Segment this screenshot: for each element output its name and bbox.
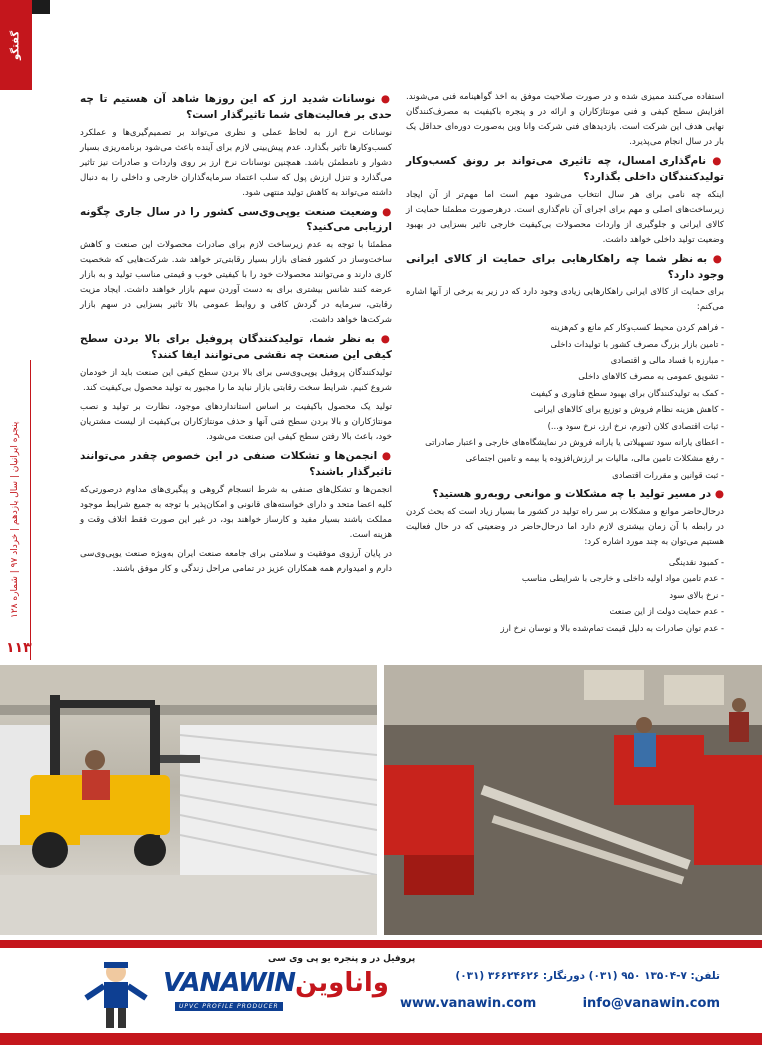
list-item: - کمبود نقدینگی (668, 557, 724, 568)
list-item: - تشویق عمومی به مصرف کالاهای داخلی (578, 371, 724, 382)
answer-paragraph: اینکه چه نامی برای هر سال انتخاب می‌شود مهم است اما مهم‌تر از آن ایجاد زیرساخت‌های اصلی و مهم برای اجرای آن نام‌گذاری است. درهرصورت مطمئنا حمایت از کالای ایرانی و جلوگیری از واردات محصولات بی‌کیفیت خارجی تاثیر بسزایی در بهبود وضعیت تولید داخلی خواهد داشت. (406, 189, 724, 245)
question-text: به نظر شما، تولیدکنندگان پروفیل برای بالا بردن سطح کیفی این صنعت چه نقشی می‌توانند ایفا کنند؟ (80, 333, 392, 362)
answer-paragraph: تولیدکنندگان پروفیل یوپی‌وی‌سی برای بالا بردن سطح کیفی این صنعت باید از خودمان شروع کنیم. شرایط سخت رقابتی بازار نباید ما را مجبور به تولید محصول بی‌کیفیت کند. (80, 367, 392, 393)
question-heading: ● به نظر شما چه راهکارهایی برای حمایت از کالای ایرانی وجود دارد؟ (406, 252, 725, 281)
left-column (80, 90, 392, 581)
logo-latin: VANAWIN (163, 968, 296, 998)
side-divider (30, 360, 31, 660)
answer-paragraph: انجمن‌ها و تشکل‌های صنفی به شرط انسجام گروهی و پیگیری‌های مداوم درصورتی‌که کلیه اعضا متحد و دارای خواسته‌های قانونی و امکان‌پذیر با توجه به جمیع شرایط موجود مملکت باشند بسیار مفید و کارساز خواهند بود، در غیر این صورت فقط اتلاف وقت و هزینه است. (80, 484, 392, 540)
vanawin-logo (155, 968, 389, 1012)
list-item: - مبارزه با فساد مالی و اقتصادی (610, 355, 724, 366)
issue-info: پنجره ایرانیان | سال یازدهم | خرداد ۹۷ | شماره ۱۲۸ (10, 421, 20, 619)
factory-illustration (384, 665, 762, 935)
list-item: - رفع مشکلات تامین مالی، مالیات بر ارزش‌افزوده یا بیمه و تامین اجتماعی (465, 453, 724, 464)
list-item: - کمک به تولیدکنندگان برای بهبود سطح فناوری و کیفیت (530, 387, 724, 398)
mascot-icon (84, 958, 148, 1030)
advertisement-banner (0, 940, 762, 1045)
ad-tagline: پروفیل در و پنجره یو پی وی سی (268, 954, 416, 964)
advertisement-body (0, 948, 762, 1033)
ad-website-link[interactable]: www.vanawin.com (400, 996, 537, 1011)
logo-subtitle: UPVC PROFILE PRODUCER (175, 1002, 283, 1011)
answer-paragraph: مطمئنا با توجه به عدم زیرساخت لازم برای صادرات محصولات این صنعت و کاهش ساخت‌وساز در کشور فضای بازار بسیار رقابتی‌تر خواهد شد. شرکت‌هایی که شخصیت کاری دارند و می‌توانند محصولات خود را با کیفیتی خوب و قیمتی مناسب تولید و به بازار عرضه کنند شانس بیشتری برای به دست آوردن سهم بازار خواهند داشت. ایجاد مزیت رقابتی، سرمایه در گردش کافی و روابط عمومی بالا تاثیر بسزایی در سهم بازار شرکت‌ها خواهد داشت. (80, 240, 392, 326)
section-tab-label: گفتگو (10, 30, 22, 60)
list-item: - نرخ بالای سود (669, 589, 724, 600)
intro-paragraph: استفاده می‌کنند ممیزی شده و در صورت صلاحیت موفق به اخذ گواهینامه فنی می‌شوند. افزایش سطح کیفی و فنی مونتاژکاران و ارائه در و پنجره باکیفیت به مصرف‌کنندگان نهایی هدف این شرکت است. بازدیدهای فنی شرکت وانا وین به‌صورت دوره‌ای حداقل یک بار در سال انجام می‌پذیرد. (406, 92, 724, 148)
list-item: - فراهم کردن محیط کسب‌وکار کم مانع و کم‌هزینه (550, 322, 724, 333)
section-tab (0, 0, 32, 90)
question-heading: ● در مسیر تولید با چه مشکلات و موانعی روبه‌رو هستید؟ (432, 488, 724, 501)
question-heading: ● نوسانات شدید ارز که این روزها شاهد آن هستیم تا چه حدی بر فعالیت‌های شما تاثیرگذار است؟ (80, 93, 392, 121)
logo-farsi: واناوین (295, 968, 389, 998)
question-text: انجمن‌ها و تشکلات صنفی در این خصوص چقدر می‌توانند تاثیرگذار باشند؟ (80, 450, 392, 478)
right-column (406, 90, 724, 640)
answer-paragraph: نوسانات نرخ ارز به لحاظ عملی و نظری می‌تواند بر تصمیم‌گیری‌ها و عملکرد کسب‌وکارها تاثیر بگذارد. عدم پیش‌بینی لازم برای آینده باعث می‌شود برنامه‌ریزی بسیار دشوار و نامطمئن باشد. همچنین نوسانات نرخ ارز بر روی واردات و صادرات نیز تاثیر می‌گذارد و تنزل ارزش پول که سلب اعتماد سرمایه‌گذاران خارجی و داخلی را به دنبال داشته می‌تواند به کاهش تولید منتهی شود. (80, 127, 392, 198)
forklift-illustration (0, 665, 377, 935)
section-tab-corner (32, 0, 50, 14)
question-text: در مسیر تولید با چه مشکلات و موانعی روبه‌رو هستید؟ (432, 488, 712, 501)
solutions-list (406, 319, 724, 483)
question-heading: ● به نظر شما، تولیدکنندگان پروفیل برای بالا بردن سطح کیفی این صنعت چه نقشی می‌توانند ایفا کنند؟ (80, 333, 392, 362)
list-item: - ثبت قوانین و مقررات اقتصادی (612, 469, 724, 480)
list-item: - کاهش هزینه نظام فروش و توزیع برای کالاهای ایرانی (534, 404, 724, 415)
list-item: - ثبات اقتصادی کلان (تورم، نرخ ارز، نرخ سود و...) (547, 420, 724, 431)
question-text: به نظر شما چه راهکارهایی برای حمایت از کالای ایرانی وجود دارد؟ (406, 252, 724, 281)
warehouse-forklift-photo (0, 665, 377, 935)
page-number: ۱۱۳ (6, 640, 32, 656)
question-heading: ● نام‌گذاری امسال، چه تاثیری می‌تواند بر رونق کسب‌وکار تولیدکنندگان داخلی بگذارد؟ (406, 155, 725, 183)
question-heading: ● انجمن‌ها و تشکلات صنفی در این خصوص چقدر می‌توانند تاثیرگذار باشند؟ (80, 450, 392, 478)
question-text: نوسانات شدید ارز که این روزها شاهد آن هستیم تا چه حدی بر فعالیت‌های شما تاثیرگذار است؟ (80, 93, 392, 121)
question-text: نام‌گذاری امسال، چه تاثیری می‌تواند بر رونق کسب‌وکار تولیدکنندگان داخلی بگذارد؟ (406, 155, 724, 183)
answer-paragraph: برای حمایت از کالای ایرانی راهکارهایی زیادی وجود دارد که در زیر به برخی از آنها اشاره می‌کنم: (406, 287, 724, 313)
answer-paragraph: تولید یک محصول باکیفیت بر اساس استانداردهای موجود، نظارت بر تولید و نصب مونتاژکاران و بالا بردن سطح فنی آنها و حذف مونتاژکاران بی‌کیفیت از لیست مشتریان خود، باعث بالا رفتن سطح کیفی این صنعت می‌شود. (80, 401, 392, 442)
list-item: - عدم توان صادرات به دلیل قیمت تمام‌شده بالا و نوسان نرخ ارز (500, 622, 724, 633)
list-item: - تامین بازار بزرگ مصرف کشور با تولیدات داخلی (550, 338, 724, 349)
question-heading: ● وضعیت صنعت یوپی‌وی‌سی کشور را در سال جاری چگونه ارزیابی می‌کنید؟ (80, 205, 392, 234)
list-item: - عدم حمایت دولت از این صنعت (609, 606, 724, 617)
ad-contacts (400, 996, 720, 1011)
ad-email-link[interactable]: info@vanawin.com (582, 996, 720, 1011)
list-item: - عدم تامین مواد اولیه داخلی و خارجی با شرایطی مناسب (521, 573, 724, 584)
problems-list (406, 554, 724, 636)
question-text: وضعیت صنعت یوپی‌وی‌سی کشور را در سال جاری چگونه ارزیابی می‌کنید؟ (80, 205, 392, 234)
list-item: - اعطای یارانه سود تسهیلاتی یا یارانه فروش در نمایشگاه‌های خارجی و اعتبار صادراتی (425, 437, 724, 448)
factory-extrusion-photo (384, 665, 762, 935)
answer-paragraph: در پایان آرزوی موفقیت و سلامتی برای جامعه صنعت ایران به‌ویژه صنعت یوپی‌وی‌سی دارم و امیدوارم همه همکاران عزیز در تمامی مراحل زندگی و کار موفق باشند. (80, 548, 392, 574)
ad-phone: تلفن: ۷-۱۳۵۰۴ ۹۵۰ (۰۳۱) دورنگار: ۳۶۶۲۴۶۲۶ (۰۳۱) (455, 970, 720, 982)
answer-paragraph: درحال‌حاضر موانع و مشکلات بر سر راه تولید در کشور ما بسیار زیاد است که بحث کردن در رابطه با آن زمان بیشتری لازم دارد اما درحال‌حاضر در وضعیتی که در حال فعالیت هستیم می‌توان به چند مورد اشاره کرد: (406, 506, 724, 548)
